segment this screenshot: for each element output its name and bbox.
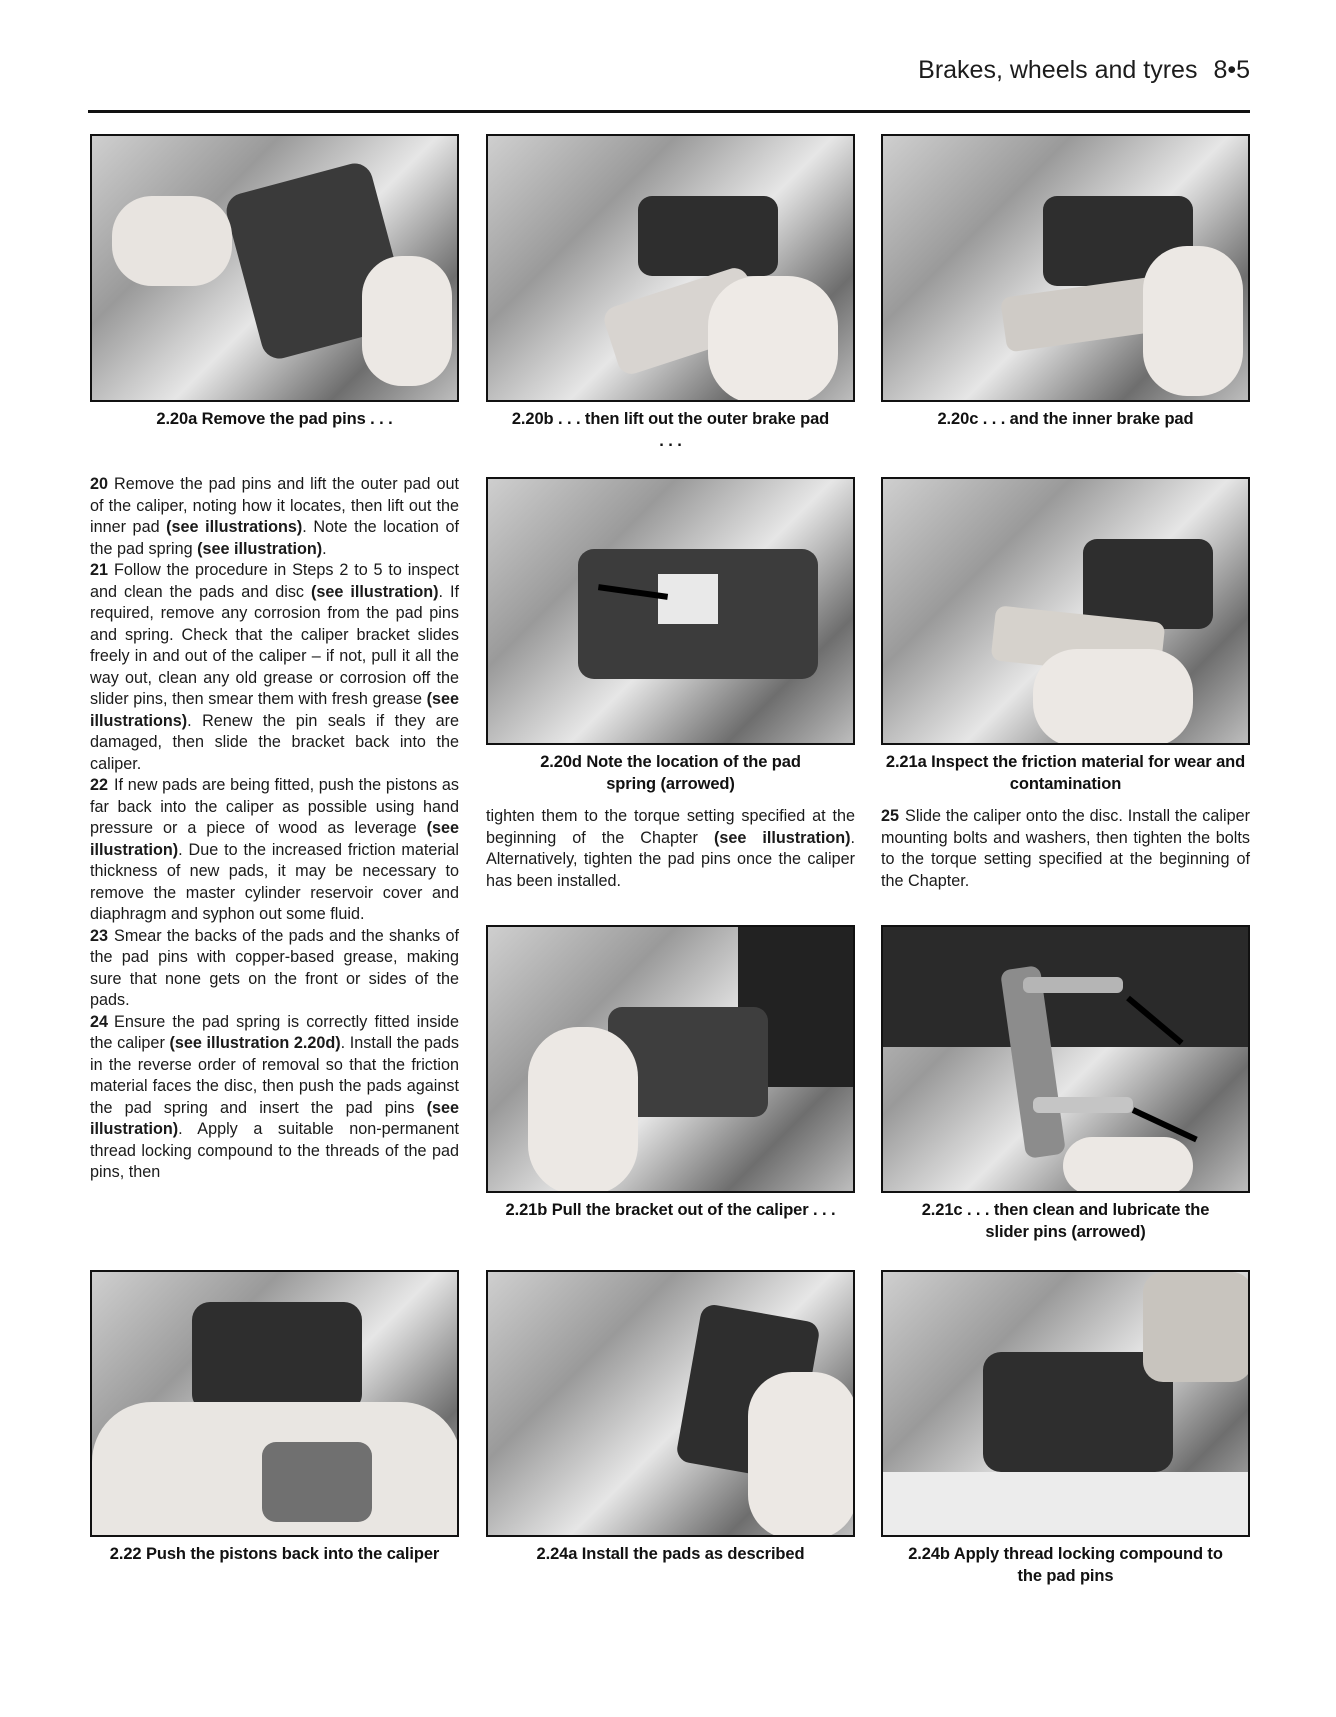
section-title: Brakes, wheels and tyres	[918, 56, 1198, 84]
step-paragraph	[90, 775, 459, 926]
step-paragraph	[881, 806, 1250, 892]
text-run: If new pads are being fitted, push the pistons as far back into the caliper as possible using hand pressure or a piece of wood as leverage	[90, 776, 459, 837]
photo-2-20d	[486, 477, 855, 745]
step-number: 24	[90, 1012, 109, 1031]
photo-2-20b	[486, 134, 855, 402]
text-run: . Note the location of the pad spring	[90, 518, 460, 558]
photo-2-24a	[486, 1270, 855, 1537]
photo-2-21a	[881, 477, 1250, 745]
photo-2-21c	[881, 925, 1250, 1193]
illustration-reference: (see illustration)	[713, 828, 851, 847]
header-rule	[88, 110, 1250, 113]
caption-2-21c: 2.21c . . . then clean and lubricate the slider pins (arrowed)	[921, 1201, 1210, 1241]
text-run: . Renew the pin seals if they are damaged, then slide the bracket back into the caliper.	[90, 711, 459, 773]
text-run: Smear the backs of the pads and the shanks of the pad pins with copper-based grease, making sure that none gets on the front or sides of the pads.	[90, 926, 459, 1009]
text-run: . Due to the increased friction material thickness of new pads, it may be necessary to remove the master cylinder reservoir cover and diaphragm and syphon out some fluid.	[90, 840, 459, 923]
caption-2-22: 2.22 Push the pistons back into the caliper	[109, 1545, 440, 1563]
step-number: 22	[90, 776, 109, 794]
caption-2-20d: 2.20d Note the location of the pad spring (arrowed)	[540, 753, 801, 793]
step-paragraph	[90, 1012, 459, 1184]
photo-2-21b	[486, 925, 855, 1193]
photo-2-24b	[881, 1270, 1250, 1537]
text-run: Remove the pad pins and lift the outer pad out of the caliper, noting how it locates, then lift out the inner pad	[90, 475, 459, 536]
body-text-middle-column	[486, 806, 855, 892]
text-run: . If required, remove any corrosion from the pad pins and spring. Check that the caliper bracket slides freely in and out of the caliper – if not, pull it all the way out, clean any old grease or corrosion off the slider pins, then smear them with fresh grease	[90, 582, 459, 708]
caption-2-20b: 2.20b . . . then lift out the outer brake pad . . .	[511, 410, 830, 450]
text-run: . Apply a suitable non-permanent thread locking compound to the threads of the pad pins, then	[90, 1120, 459, 1181]
illustration-reference: (see illustration)	[90, 819, 459, 859]
step-number: 23	[90, 926, 109, 945]
photo-2-20c	[881, 134, 1250, 402]
body-text-left-column	[90, 474, 459, 1184]
photo-2-22	[90, 1270, 459, 1537]
caption-2-21b: 2.21b Pull the bracket out of the caliper . . .	[505, 1201, 836, 1219]
illustration-reference: (see illustrations)	[166, 518, 303, 536]
body-text-right-column	[881, 806, 1250, 892]
caption-2-24b: 2.24b Apply thread locking compound to the pad pins	[908, 1545, 1223, 1585]
text-run: Slide the caliper onto the disc. Install the caliper mounting bolts and washers, then tighten the bolts to the torque setting specified at the beginning of the Chapter.	[881, 807, 1250, 890]
illustration-reference: (see illustrations)	[90, 690, 459, 730]
photo-2-20a	[90, 134, 459, 402]
text-run: .	[322, 539, 327, 558]
step-paragraph	[90, 560, 459, 775]
step-24-continued	[486, 806, 855, 892]
step-number: 25	[881, 807, 900, 825]
text-run: . Alternatively, tighten the pad pins once the caliper has been installed.	[486, 828, 855, 890]
step-number: 20	[90, 475, 109, 493]
text-run: tighten them to the torque setting specified at the beginning of the Chapter	[486, 807, 855, 847]
text-run: . Install the pads in the reverse order of removal so that the friction material faces the disc, then push the pads against the pad spring and insert the pad pins	[90, 1034, 459, 1117]
caption-2-24a: 2.24a Install the pads as described	[536, 1545, 805, 1563]
illustration-reference: (see illustration)	[197, 539, 323, 558]
step-paragraph	[90, 474, 459, 560]
caption-2-20a: 2.20a Remove the pad pins . . .	[156, 410, 393, 428]
caption-2-21a: 2.21a Inspect the friction material for wear and contamination	[885, 753, 1246, 793]
running-header	[918, 56, 1250, 85]
illustration-reference: (see illustration 2.20d)	[169, 1034, 341, 1052]
page-number: 8•5	[1213, 56, 1250, 84]
caption-2-20c: 2.20c . . . and the inner brake pad	[937, 410, 1194, 428]
text-run: Follow the procedure in Steps 2 to 5 to inspect and clean the pads and disc	[90, 561, 459, 601]
step-paragraph	[90, 926, 459, 1012]
step-number: 21	[90, 561, 109, 579]
text-run: Ensure the pad spring is correctly fitted inside the caliper	[90, 1012, 459, 1052]
illustration-reference: (see illustration)	[311, 582, 439, 601]
illustration-reference: (see illustration)	[90, 1098, 459, 1138]
